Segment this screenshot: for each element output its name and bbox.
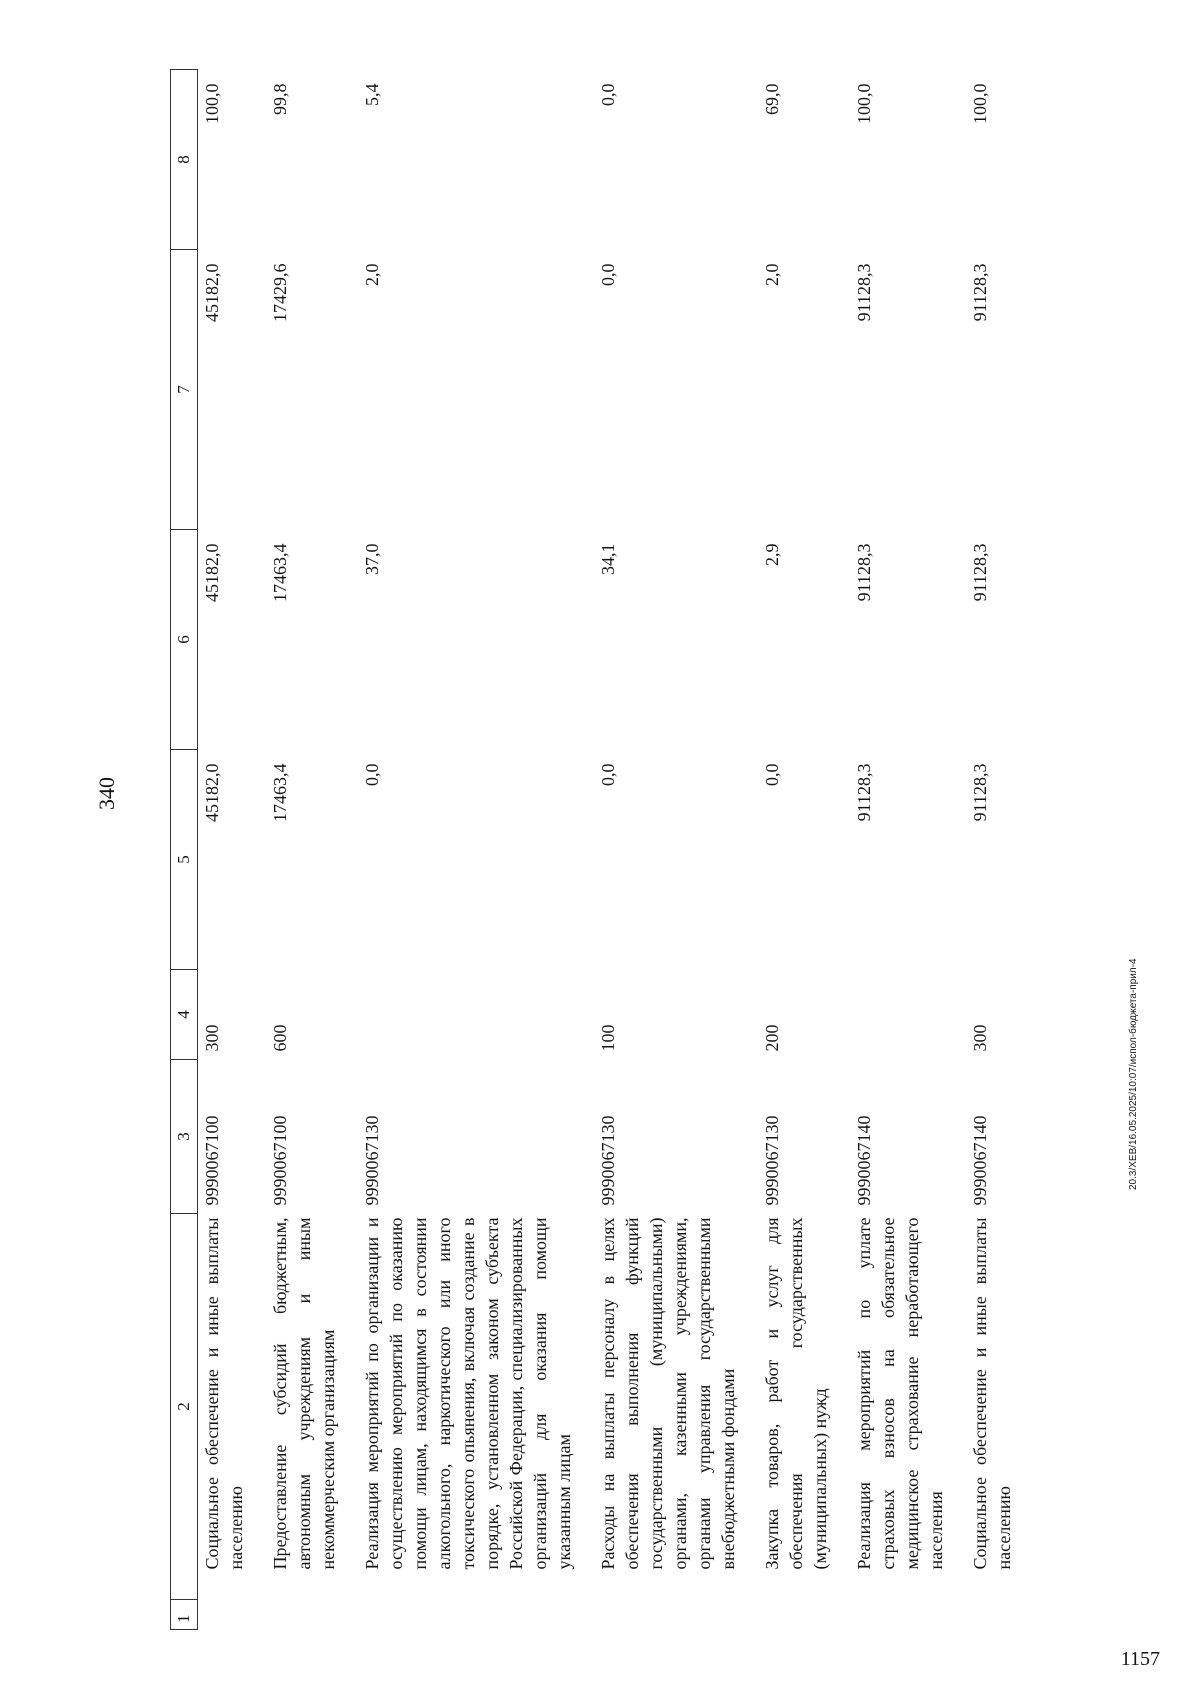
expense-type: 100 bbox=[598, 1024, 618, 1052]
value-col-5: 0,0 bbox=[762, 763, 782, 786]
expense-name: Предоставление субсидий бюджетным, автономным учреждениям и иным некоммерческим организациям bbox=[270, 1217, 338, 1570]
header-col-1: 1 bbox=[171, 1600, 198, 1630]
expense-name: Социальное обеспечение и иные выплаты населению bbox=[198, 1214, 267, 1600]
header-col-6: 6 bbox=[171, 530, 198, 750]
value-col-8: 100,0 bbox=[970, 83, 990, 124]
expense-type bbox=[850, 970, 966, 1060]
table-row bbox=[850, 70, 966, 1630]
document-stamp: 20.3/XEB/16.05.2025/10:07/испол-бюджета-прил-4 bbox=[1128, 958, 1139, 1190]
expense-name: Закупка товаров, работ и услуг для обеспечения государственных (муниципальных) нужд bbox=[762, 1217, 830, 1570]
value-col-7: 91128,3 bbox=[854, 263, 874, 322]
value-col-7: 45182,0 bbox=[198, 250, 267, 530]
sheet-number: 1157 bbox=[1120, 1648, 1160, 1670]
table-row bbox=[198, 70, 267, 1630]
expense-type: 200 bbox=[762, 1024, 782, 1052]
value-col-6: 2,9 bbox=[762, 543, 782, 566]
page-number: 340 bbox=[94, 777, 119, 810]
header-col-2: 2 bbox=[171, 1214, 198, 1600]
expense-type bbox=[358, 970, 594, 1060]
value-col-6: 17463,4 bbox=[270, 543, 290, 602]
table-row bbox=[594, 70, 758, 1630]
expense-name: Реализация мероприятий по организации и осуществлению мероприятий по оказанию помощи лицам, находящимся в состоянии алкогольного, наркотического или иного токсического опьянения, включая создание в порядке, установленном законом субъекта Российской Федерации, специализированных организаций для оказания помощи указанным лицам bbox=[362, 1217, 574, 1570]
value-col-8: 0,0 bbox=[598, 83, 618, 106]
target-code: 9990067100 bbox=[270, 1115, 290, 1206]
target-code: 9990067140 bbox=[970, 1115, 990, 1206]
target-code: 9990067130 bbox=[762, 1115, 782, 1206]
value-col-7: 2,0 bbox=[762, 263, 782, 286]
table-row bbox=[266, 70, 358, 1630]
value-col-7: 0,0 bbox=[598, 263, 618, 286]
expense-type: 300 bbox=[198, 970, 267, 1060]
header-col-8: 8 bbox=[171, 70, 198, 250]
target-code: 9990067130 bbox=[598, 1115, 618, 1206]
value-col-5: 91128,3 bbox=[970, 763, 990, 822]
table-header-row bbox=[171, 70, 198, 1630]
value-col-6: 91128,3 bbox=[970, 543, 990, 602]
value-col-5: 91128,3 bbox=[854, 763, 874, 822]
budget-table-container bbox=[170, 70, 1170, 1630]
value-col-7: 91128,3 bbox=[970, 263, 990, 322]
expense-name: Социальное обеспечение и иные выплаты населению bbox=[970, 1217, 1014, 1570]
value-col-7: 17429,6 bbox=[270, 263, 290, 322]
value-col-5: 0,0 bbox=[598, 763, 618, 786]
value-col-8: 100,0 bbox=[198, 70, 267, 250]
value-col-6: 45182,0 bbox=[198, 530, 267, 750]
expense-type: 600 bbox=[270, 1024, 290, 1052]
header-col-7: 7 bbox=[171, 250, 198, 530]
value-col-8: 5,4 bbox=[362, 83, 382, 106]
header-col-3: 3 bbox=[171, 1060, 198, 1214]
value-col-5: 17463,4 bbox=[270, 763, 290, 822]
target-code: 9990067130 bbox=[362, 1115, 382, 1206]
table-row bbox=[758, 70, 850, 1630]
value-col-6: 34,1 bbox=[598, 543, 618, 575]
value-col-5: 0,0 bbox=[362, 763, 382, 786]
table-row bbox=[966, 70, 1034, 1630]
value-col-8: 99,8 bbox=[270, 83, 290, 115]
value-col-6: 37,0 bbox=[362, 543, 382, 575]
expense-name: Расходы на выплаты персоналу в целях обеспечения выполнения функций государственными (муниципальными) органами, казенными учреждениями, органами управления государственными внебюджетными фондами bbox=[598, 1217, 738, 1570]
expense-name: Реализация мероприятий по уплате страховых взносов на обязательное медицинское страхование неработающего населения bbox=[854, 1217, 946, 1570]
target-code: 9990067100 bbox=[198, 1060, 267, 1214]
header-col-5: 5 bbox=[171, 750, 198, 970]
header-col-4: 4 bbox=[171, 970, 198, 1060]
value-col-7: 2,0 bbox=[362, 263, 382, 286]
target-code: 9990067140 bbox=[854, 1115, 874, 1206]
value-col-8: 69,0 bbox=[762, 83, 782, 115]
budget-table bbox=[170, 69, 1034, 1630]
value-col-5: 45182,0 bbox=[198, 750, 267, 970]
expense-type: 300 bbox=[970, 1024, 990, 1052]
table-row bbox=[358, 70, 594, 1630]
value-col-6: 91128,3 bbox=[854, 543, 874, 602]
value-col-8: 100,0 bbox=[854, 83, 874, 124]
